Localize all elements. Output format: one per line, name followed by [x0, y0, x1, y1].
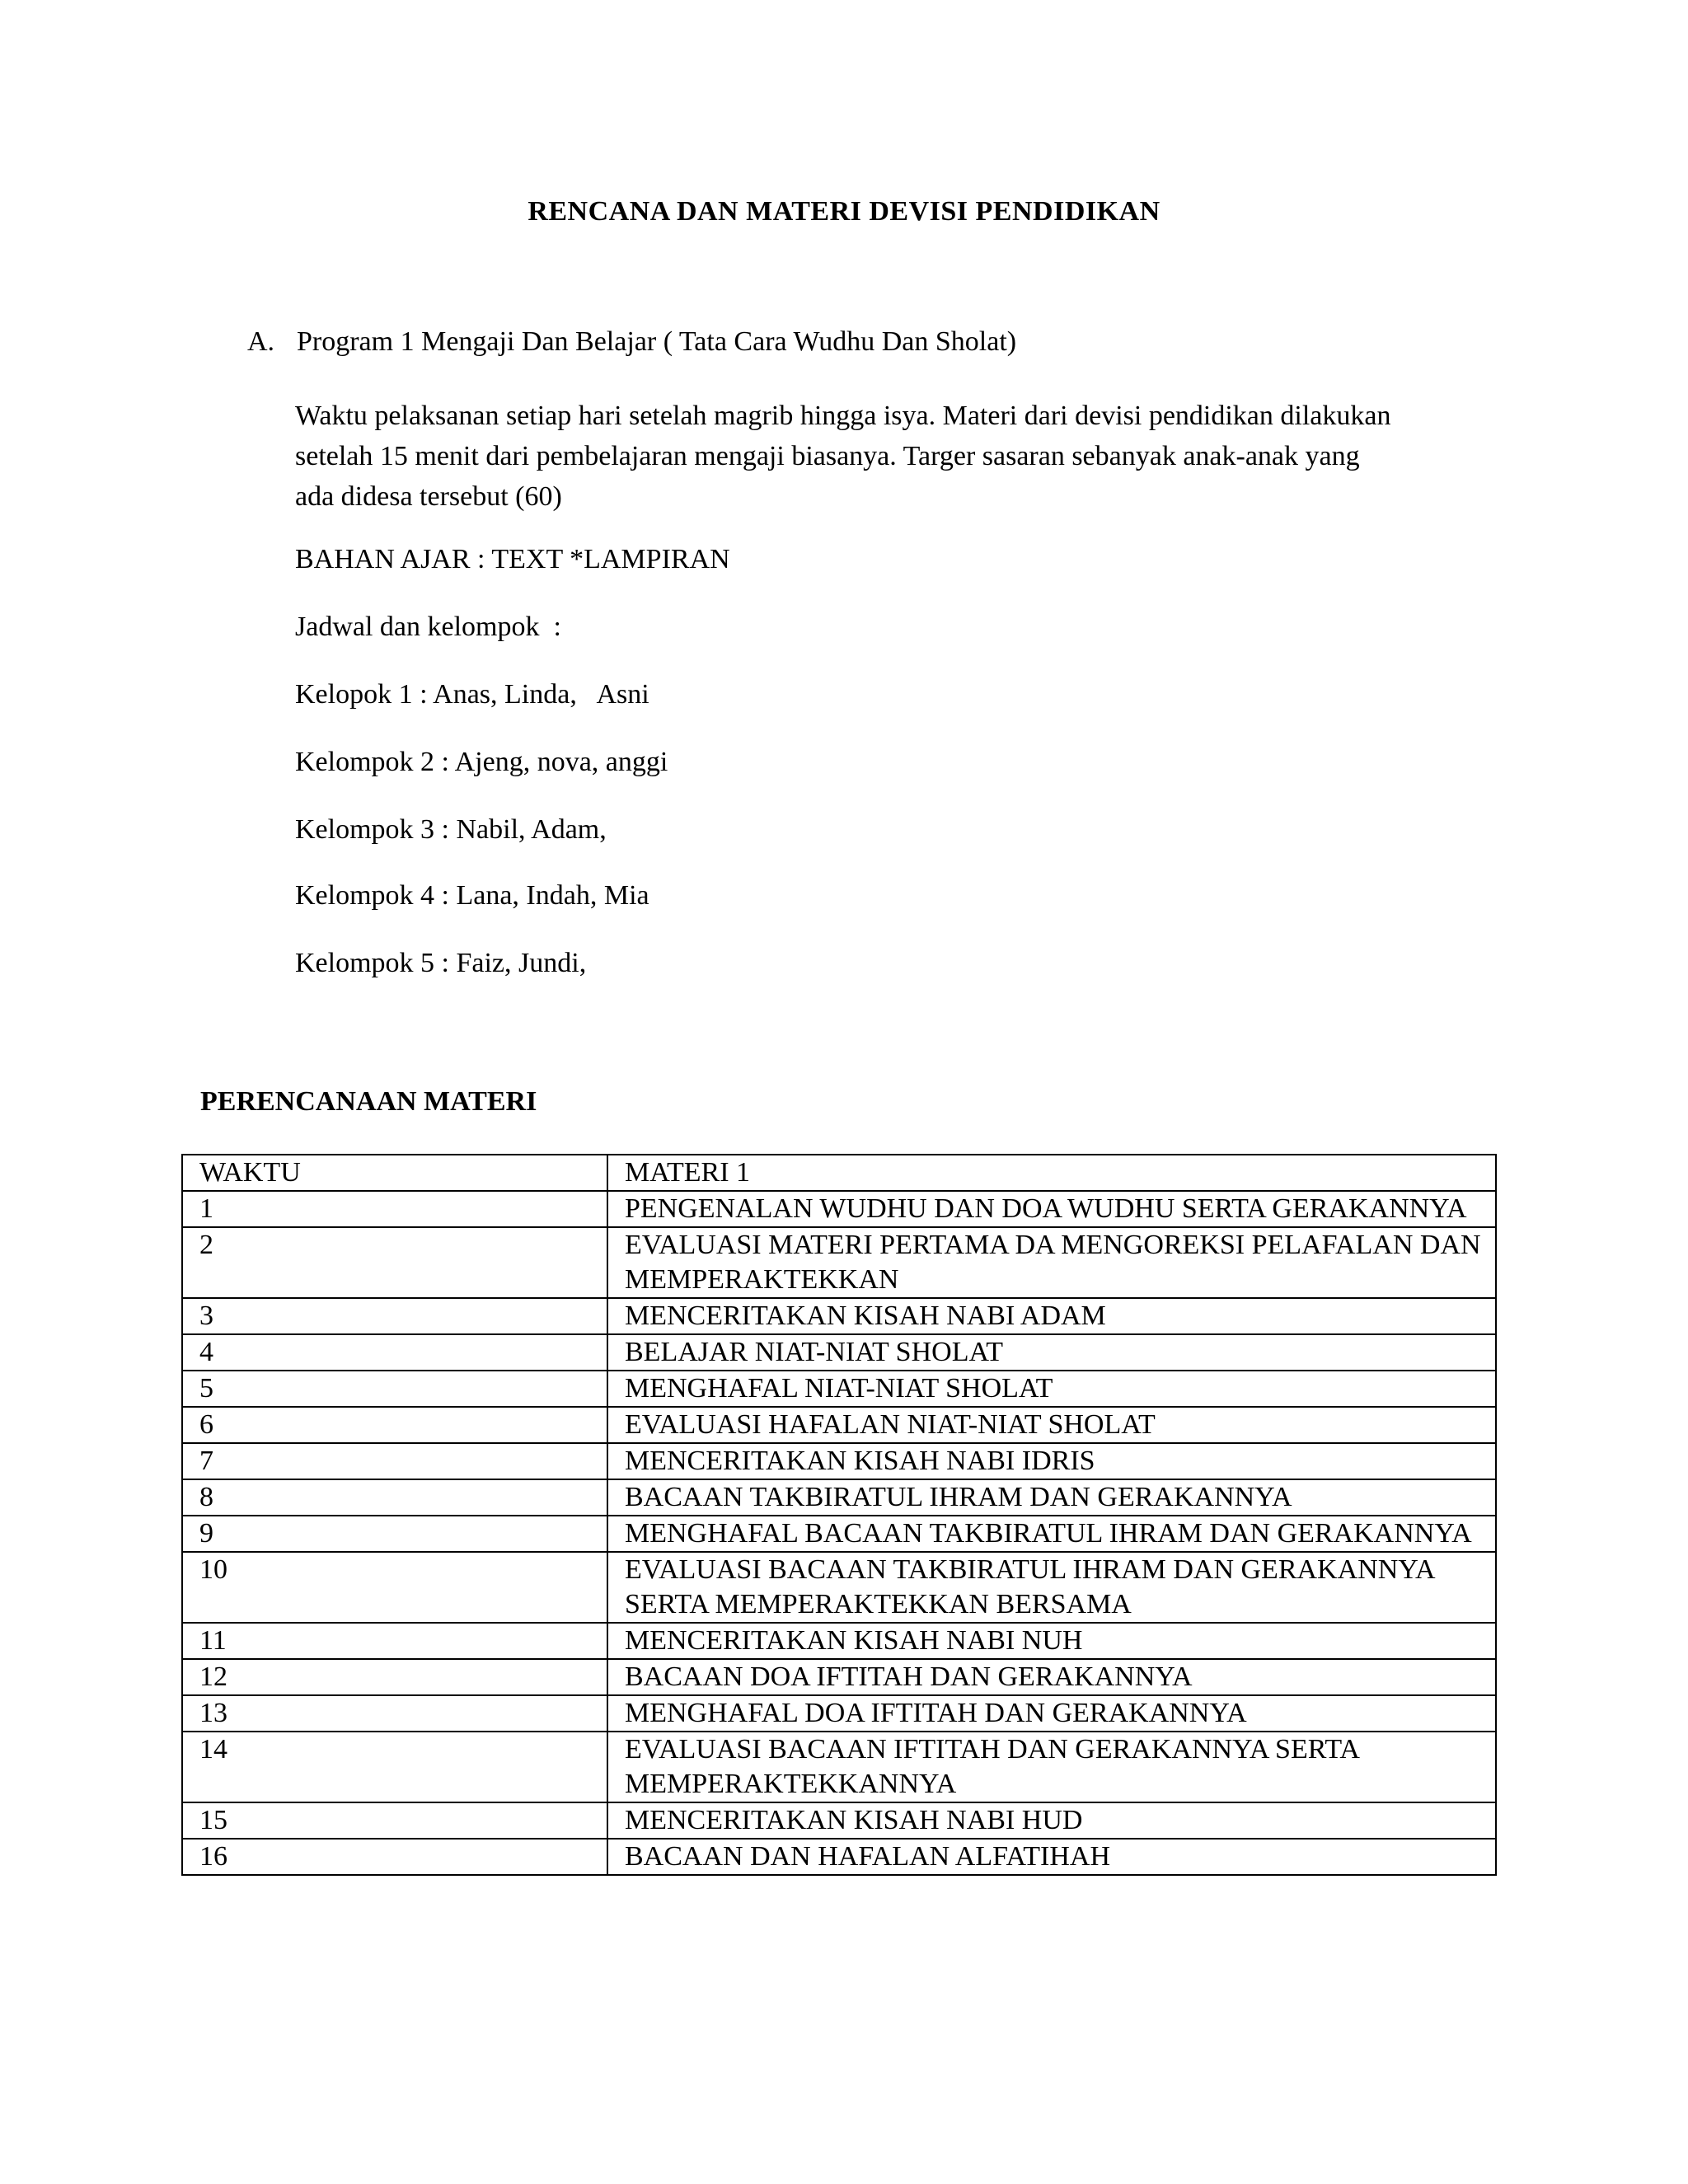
materi-cell: MENCERITAKAN KISAH NABI HUD — [607, 1802, 1496, 1839]
waktu-cell: 6 — [182, 1407, 607, 1443]
table-row — [182, 1552, 1496, 1623]
table-row — [182, 1659, 1496, 1695]
waktu-cell: 5 — [182, 1371, 607, 1407]
waktu-cell: 7 — [182, 1443, 607, 1479]
waktu-cell: 9 — [182, 1516, 607, 1552]
waktu-cell: 15 — [182, 1802, 607, 1839]
waktu-cell: 3 — [182, 1298, 607, 1334]
materi-cell: MENCERITAKAN KISAH NABI NUH — [607, 1623, 1496, 1659]
materi-cell: EVALUASI MATERI PERTAMA DA MENGOREKSI PELAFALAN DAN MEMPERAKTEKKAN — [607, 1227, 1496, 1298]
table-row — [182, 1516, 1496, 1552]
table-row — [182, 1695, 1496, 1732]
table-row — [182, 1623, 1496, 1659]
materi-cell: MENGHAFAL NIAT-NIAT SHOLAT — [607, 1371, 1496, 1407]
paragraph-line: setelah 15 menit dari pembelajaran mengaji biasanya. Targer sasaran sebanyak anak-anak yang — [295, 441, 1360, 471]
waktu-cell: 8 — [182, 1479, 607, 1516]
table-header-row — [182, 1155, 1496, 1191]
materi-cell: BACAAN TAKBIRATUL IHRAM DAN GERAKANNYA — [607, 1479, 1496, 1516]
header-waktu: WAKTU — [182, 1155, 607, 1191]
waktu-cell: 1 — [182, 1191, 607, 1227]
waktu-cell: 4 — [182, 1334, 607, 1371]
group-1: Kelopok 1 : Anas, Linda, Asni — [295, 679, 649, 710]
table-row — [182, 1298, 1496, 1334]
waktu-cell: 13 — [182, 1695, 607, 1732]
table-row — [182, 1802, 1496, 1839]
header-materi: MATERI 1 — [607, 1155, 1496, 1191]
table-row — [182, 1479, 1496, 1516]
group-2: Kelompok 2 : Ajeng, nova, anggi — [295, 747, 668, 777]
table-row — [182, 1443, 1496, 1479]
materi-cell: EVALUASI HAFALAN NIAT-NIAT SHOLAT — [607, 1407, 1496, 1443]
waktu-cell: 10 — [182, 1552, 607, 1623]
materi-cell: EVALUASI BACAAN TAKBIRATUL IHRAM DAN GERAKANNYA SERTA MEMPERAKTEKKAN BERSAMA — [607, 1552, 1496, 1623]
waktu-cell: 16 — [182, 1839, 607, 1875]
jadwal-label: Jadwal dan kelompok : — [295, 612, 561, 642]
document-title: RENCANA DAN MATERI DEVISI PENDIDIKAN — [528, 196, 1160, 227]
table-row — [182, 1191, 1496, 1227]
materi-cell: BELAJAR NIAT-NIAT SHOLAT — [607, 1334, 1496, 1371]
group-4: Kelompok 4 : Lana, Indah, Mia — [295, 880, 649, 911]
group-3: Kelompok 3 : Nabil, Adam, — [295, 814, 607, 845]
materi-cell: MENCERITAKAN KISAH NABI ADAM — [607, 1298, 1496, 1334]
materi-cell: PENGENALAN WUDHU DAN DOA WUDHU SERTA GERAKANNYA — [607, 1191, 1496, 1227]
group-5: Kelompok 5 : Faiz, Jundi, — [295, 948, 587, 978]
section-heading-text: Program 1 Mengaji Dan Belajar ( Tata Cara Wudhu Dan Sholat) — [297, 326, 1017, 357]
waktu-cell: 14 — [182, 1732, 607, 1802]
materi-cell: BACAAN DAN HAFALAN ALFATIHAH — [607, 1839, 1496, 1875]
table-row — [182, 1407, 1496, 1443]
waktu-cell: 12 — [182, 1659, 607, 1695]
materi-table — [181, 1154, 1497, 1876]
materi-cell: BACAAN DOA IFTITAH DAN GERAKANNYA — [607, 1659, 1496, 1695]
waktu-cell: 2 — [182, 1227, 607, 1298]
materi-cell: MENGHAFAL BACAAN TAKBIRATUL IHRAM DAN GERAKANNYA — [607, 1516, 1496, 1552]
materi-cell: MENCERITAKAN KISAH NABI IDRIS — [607, 1443, 1496, 1479]
paragraph-line: Waktu pelaksanan setiap hari setelah magrib hingga isya. Materi dari devisi pendidikan dilakukan — [295, 401, 1391, 431]
section-marker: A. — [247, 326, 275, 357]
table-row — [182, 1227, 1496, 1298]
table-row — [182, 1334, 1496, 1371]
table-row — [182, 1839, 1496, 1875]
bahan-ajar: BAHAN AJAR : TEXT *LAMPIRAN — [295, 544, 730, 574]
table-row — [182, 1371, 1496, 1407]
description-paragraph — [295, 396, 1490, 517]
section-heading — [247, 326, 1016, 358]
table-row — [182, 1732, 1496, 1802]
materi-cell: MENGHAFAL DOA IFTITAH DAN GERAKANNYA — [607, 1695, 1496, 1732]
waktu-cell: 11 — [182, 1623, 607, 1659]
plan-heading: PERENCANAAN MATERI — [200, 1086, 537, 1117]
materi-cell: EVALUASI BACAAN IFTITAH DAN GERAKANNYA SERTA MEMPERAKTEKKANNYA — [607, 1732, 1496, 1802]
paragraph-line: ada didesa tersebut (60) — [295, 481, 562, 512]
